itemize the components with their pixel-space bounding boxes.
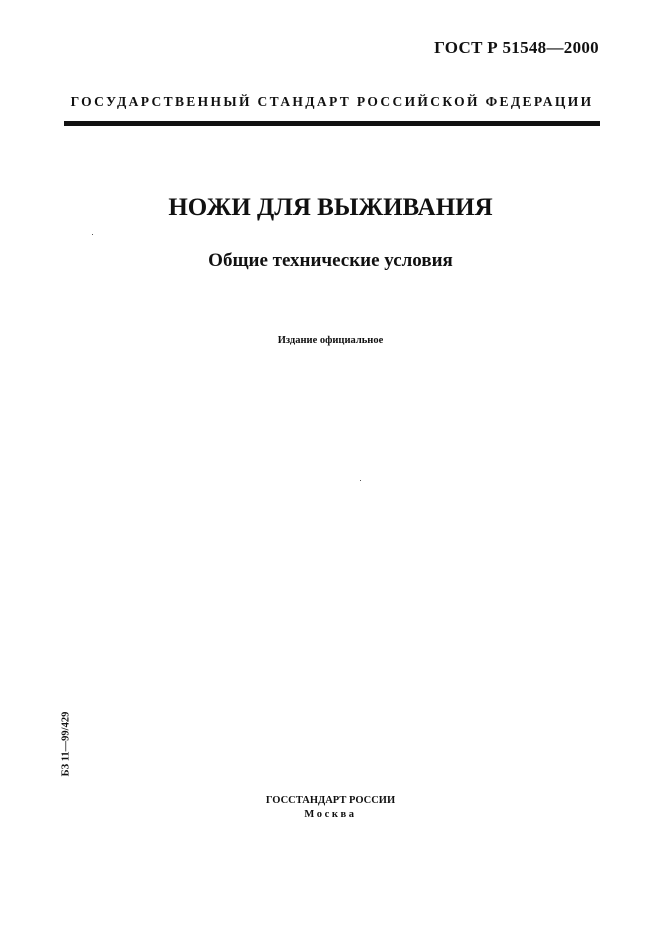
document-subtitle: Общие технические условия — [208, 250, 453, 271]
header-divider-rule — [64, 121, 600, 126]
publisher-name: ГОССТАНДАРТ РОССИИ — [265, 795, 396, 806]
publisher-city: Москва — [304, 809, 357, 820]
edition-label: Издание официальное — [277, 335, 384, 346]
scan-speck — [92, 234, 93, 235]
document-code: ГОСТ Р 51548—2000 — [434, 38, 599, 57]
state-standard-heading: ГОСУДАРСТВЕННЫЙ СТАНДАРТ РОССИЙСКОЙ ФЕДЕРАЦИИ — [70, 94, 594, 109]
document-title: НОЖИ ДЛЯ ВЫЖИВАНИЯ — [168, 194, 493, 221]
side-publication-code-text: БЗ 11—99/429 — [60, 711, 72, 777]
scan-speck — [360, 480, 361, 481]
